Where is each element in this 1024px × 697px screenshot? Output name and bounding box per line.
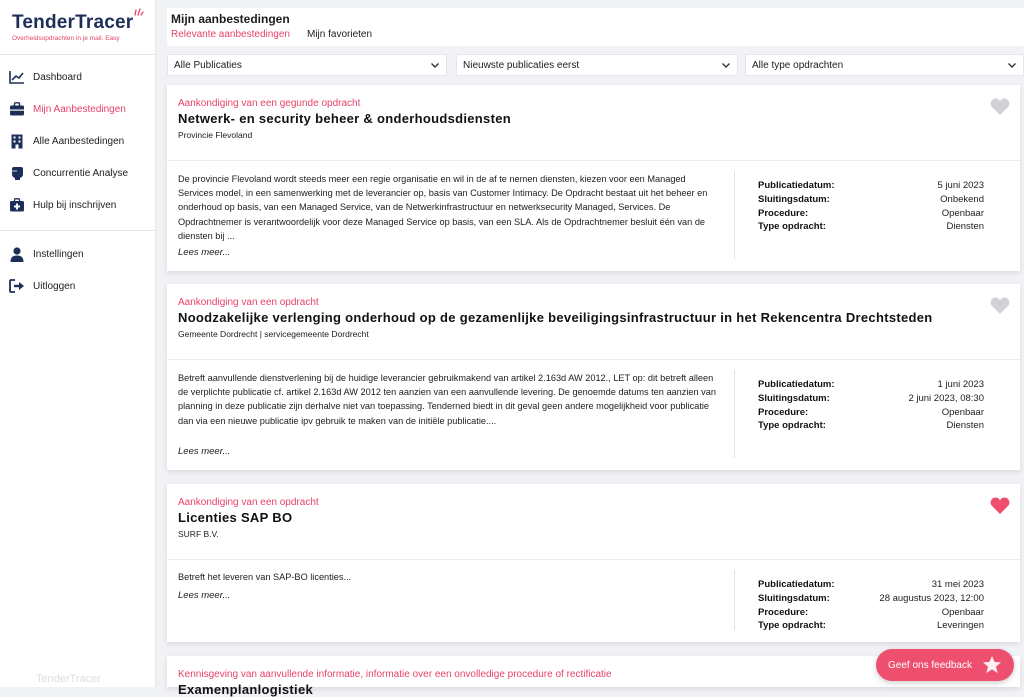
tender-meta [758,379,984,434]
tender-card[interactable] [167,284,1020,470]
heart-icon[interactable] [990,297,1010,315]
sidebar-item-label: Alle Aanbestedingen [33,135,125,147]
feedback-button[interactable] [876,649,1014,681]
tender-title[interactable]: Netwerk- en security beheer & onderhoudsdiensten [178,111,511,126]
meta-label: Publicatiedatum: [758,180,835,191]
first-aid-icon [9,197,25,213]
chart-line-icon [9,69,25,85]
heart-icon[interactable] [990,98,1010,116]
notice-type: Kennisgeving van aanvullende informatie, informatie over een onvolledige procedure of rectificatie [178,669,612,680]
read-more-link[interactable]: Lees meer... [178,247,231,258]
meta-label: Sluitingsdatum: [758,392,830,404]
publications-filter-value: Alle Publicaties [174,59,242,71]
notice-type: Aankondiging van een opdracht [178,497,319,508]
sidebar-footer-brand: TenderTracer [36,673,102,685]
sidebar-item-label: Instellingen [33,248,84,260]
procedure-value: Openbaar [941,207,984,219]
feedback-label: Geef ons feedback [888,659,972,671]
published-date: 31 mei 2023 [931,579,984,590]
meta-label: Sluitingsdatum: [758,193,830,205]
procedure-value: Openbaar [941,606,984,618]
closing-date: 28 augustus 2023, 12:00 [879,592,984,604]
card-separator [734,370,735,458]
sidebar-item-dashboard[interactable] [0,61,156,93]
sidebar-item-uitloggen[interactable] [0,270,156,302]
closing-date: 2 juni 2023, 08:30 [908,392,984,404]
meta-label: Procedure: [758,207,809,219]
sidebar-divider [0,230,156,231]
meta-label: Publicatiedatum: [758,579,835,590]
chevron-down-icon [1007,60,1017,70]
logo[interactable] [12,12,133,42]
sidebar [0,0,156,687]
heart-icon[interactable] [990,497,1010,515]
card-divider [167,160,1020,161]
briefcase-icon [9,101,25,117]
logout-icon [9,278,25,294]
card-divider [167,359,1020,360]
tender-title[interactable]: Examenplanlogistiek [178,682,314,697]
sidebar-item-label: Concurrentie Analyse [33,167,129,179]
notice-type: Aankondiging van een opdracht [178,297,319,308]
tab-mijn-favorieten[interactable]: Mijn favorieten [307,29,373,40]
card-separator [734,570,735,630]
sidebar-item-instellingen[interactable] [0,238,156,270]
spark-icon [133,6,143,16]
sidebar-item-alle-aanbestedingen[interactable] [0,125,156,157]
sidebar-item-label: Mijn Aanbestedingen [33,103,126,115]
sidebar-nav-bottom [0,238,156,302]
tender-card[interactable] [167,484,1020,642]
read-more-link[interactable]: Lees meer... [178,446,231,457]
tender-meta [758,579,984,634]
publications-filter-select[interactable] [167,54,447,76]
sidebar-item-label: Hulp bij inschrijven [33,199,117,211]
type-value: Diensten [946,221,984,233]
meta-label: Type opdracht: [758,420,826,432]
card-divider [167,559,1020,560]
building-icon [9,133,25,149]
read-more-link[interactable]: Lees meer... [178,590,231,601]
user-icon [9,246,25,262]
logo-name: TenderTracer [12,12,134,33]
meta-label: Type opdracht: [758,221,826,233]
chevron-down-icon [721,60,731,70]
tender-description: De provincie Flevoland wordt steeds meer een regie organisatie en wil in de af te nemen diensten, kiezen voor een Managed Services model, in een samenwerking met de leverancier op, basis van Customer Intimacy. De Opdracht bestaat uit het beheer en onderhoud op basis, van een Managed Service, van de Netwerkinfrastructuur en netwerksecurity Managed, Services. De Opdrachtnemer is verantwoordelijk voor deze Managed Service op basis, van een SLA. Als de Opdrachtnemer besluit één van de diensten bij ... [178,174,708,241]
tender-card[interactable] [167,85,1020,271]
closing-date: Onbekend [940,193,984,205]
sidebar-item-label: Uitloggen [33,280,76,292]
star-icon [982,655,1002,675]
meta-label: Sluitingsdatum: [758,592,830,604]
sidebar-item-label: Dashboard [33,71,82,83]
type-filter-select[interactable] [745,54,1024,76]
sidebar-item-mijn-aanbestedingen[interactable] [0,93,156,125]
meta-label: Procedure: [758,606,809,618]
tender-description: Betreft het leveren van SAP-BO licenties... [178,572,352,582]
type-value: Leveringen [936,620,984,632]
card-separator [734,171,735,259]
fist-icon [9,165,25,181]
sidebar-nav [0,61,156,221]
tender-meta [758,180,984,235]
tender-title[interactable]: Licenties SAP BO [178,510,293,525]
chevron-down-icon [430,60,440,70]
page-title: Mijn aanbestedingen [171,12,290,26]
notice-type: Aankondiging van een gegunde opdracht [178,98,361,109]
sidebar-item-concurrentie-analyse[interactable] [0,157,156,189]
tender-title[interactable]: Noodzakelijke verlenging onderhoud op de gezamenlijke beveiligingsinfrastructuur in het Rekencentra Drechtsteden [178,310,933,325]
sort-select[interactable] [456,54,738,76]
sidebar-item-hulp-bij-inschrijven[interactable] [0,189,156,221]
procedure-value: Openbaar [941,406,984,418]
tab-relevante-aanbestedingen[interactable]: Relevante aanbestedingen [171,29,290,40]
page-header [167,8,1024,46]
sort-value: Nieuwste publicaties eerst [463,59,580,71]
published-date: 1 juni 2023 [937,379,984,390]
type-filter-value: Alle type opdrachten [752,59,844,71]
sidebar-divider [0,54,156,55]
logo-tagline: Overheidsopdrachten in je mail. Easy [12,35,120,42]
tender-organisation: SURF B.V. [178,529,219,539]
type-value: Diensten [946,420,984,432]
meta-label: Type opdracht: [758,620,826,632]
meta-label: Procedure: [758,406,809,418]
meta-label: Publicatiedatum: [758,379,835,390]
tender-organisation: Gemeente Dordrecht | servicegemeente Dordrecht [178,329,369,339]
published-date: 5 juni 2023 [937,180,984,191]
tender-description: Betreft aanvullende dienstverlening bij de huidige leverancier gebruikmakend van artikel 2.163d AW 2012., LET op: dit betreft alleen de verplichte publicatie cf. artikel 2.163d AW 2012 ten aanzien van een aanvullende levering. De genoemde datums ten aanzien van planning in deze publicatie zijn derhalve niet van toepassing. Tenderned biedt in dit geval geen andere mogelijkheid voor publicatie dan via een nieuwe publicatie ipv gebruik te maken van de initiële publicatie.... [178,373,716,426]
tender-organisation: Provincie Flevoland [178,130,253,140]
